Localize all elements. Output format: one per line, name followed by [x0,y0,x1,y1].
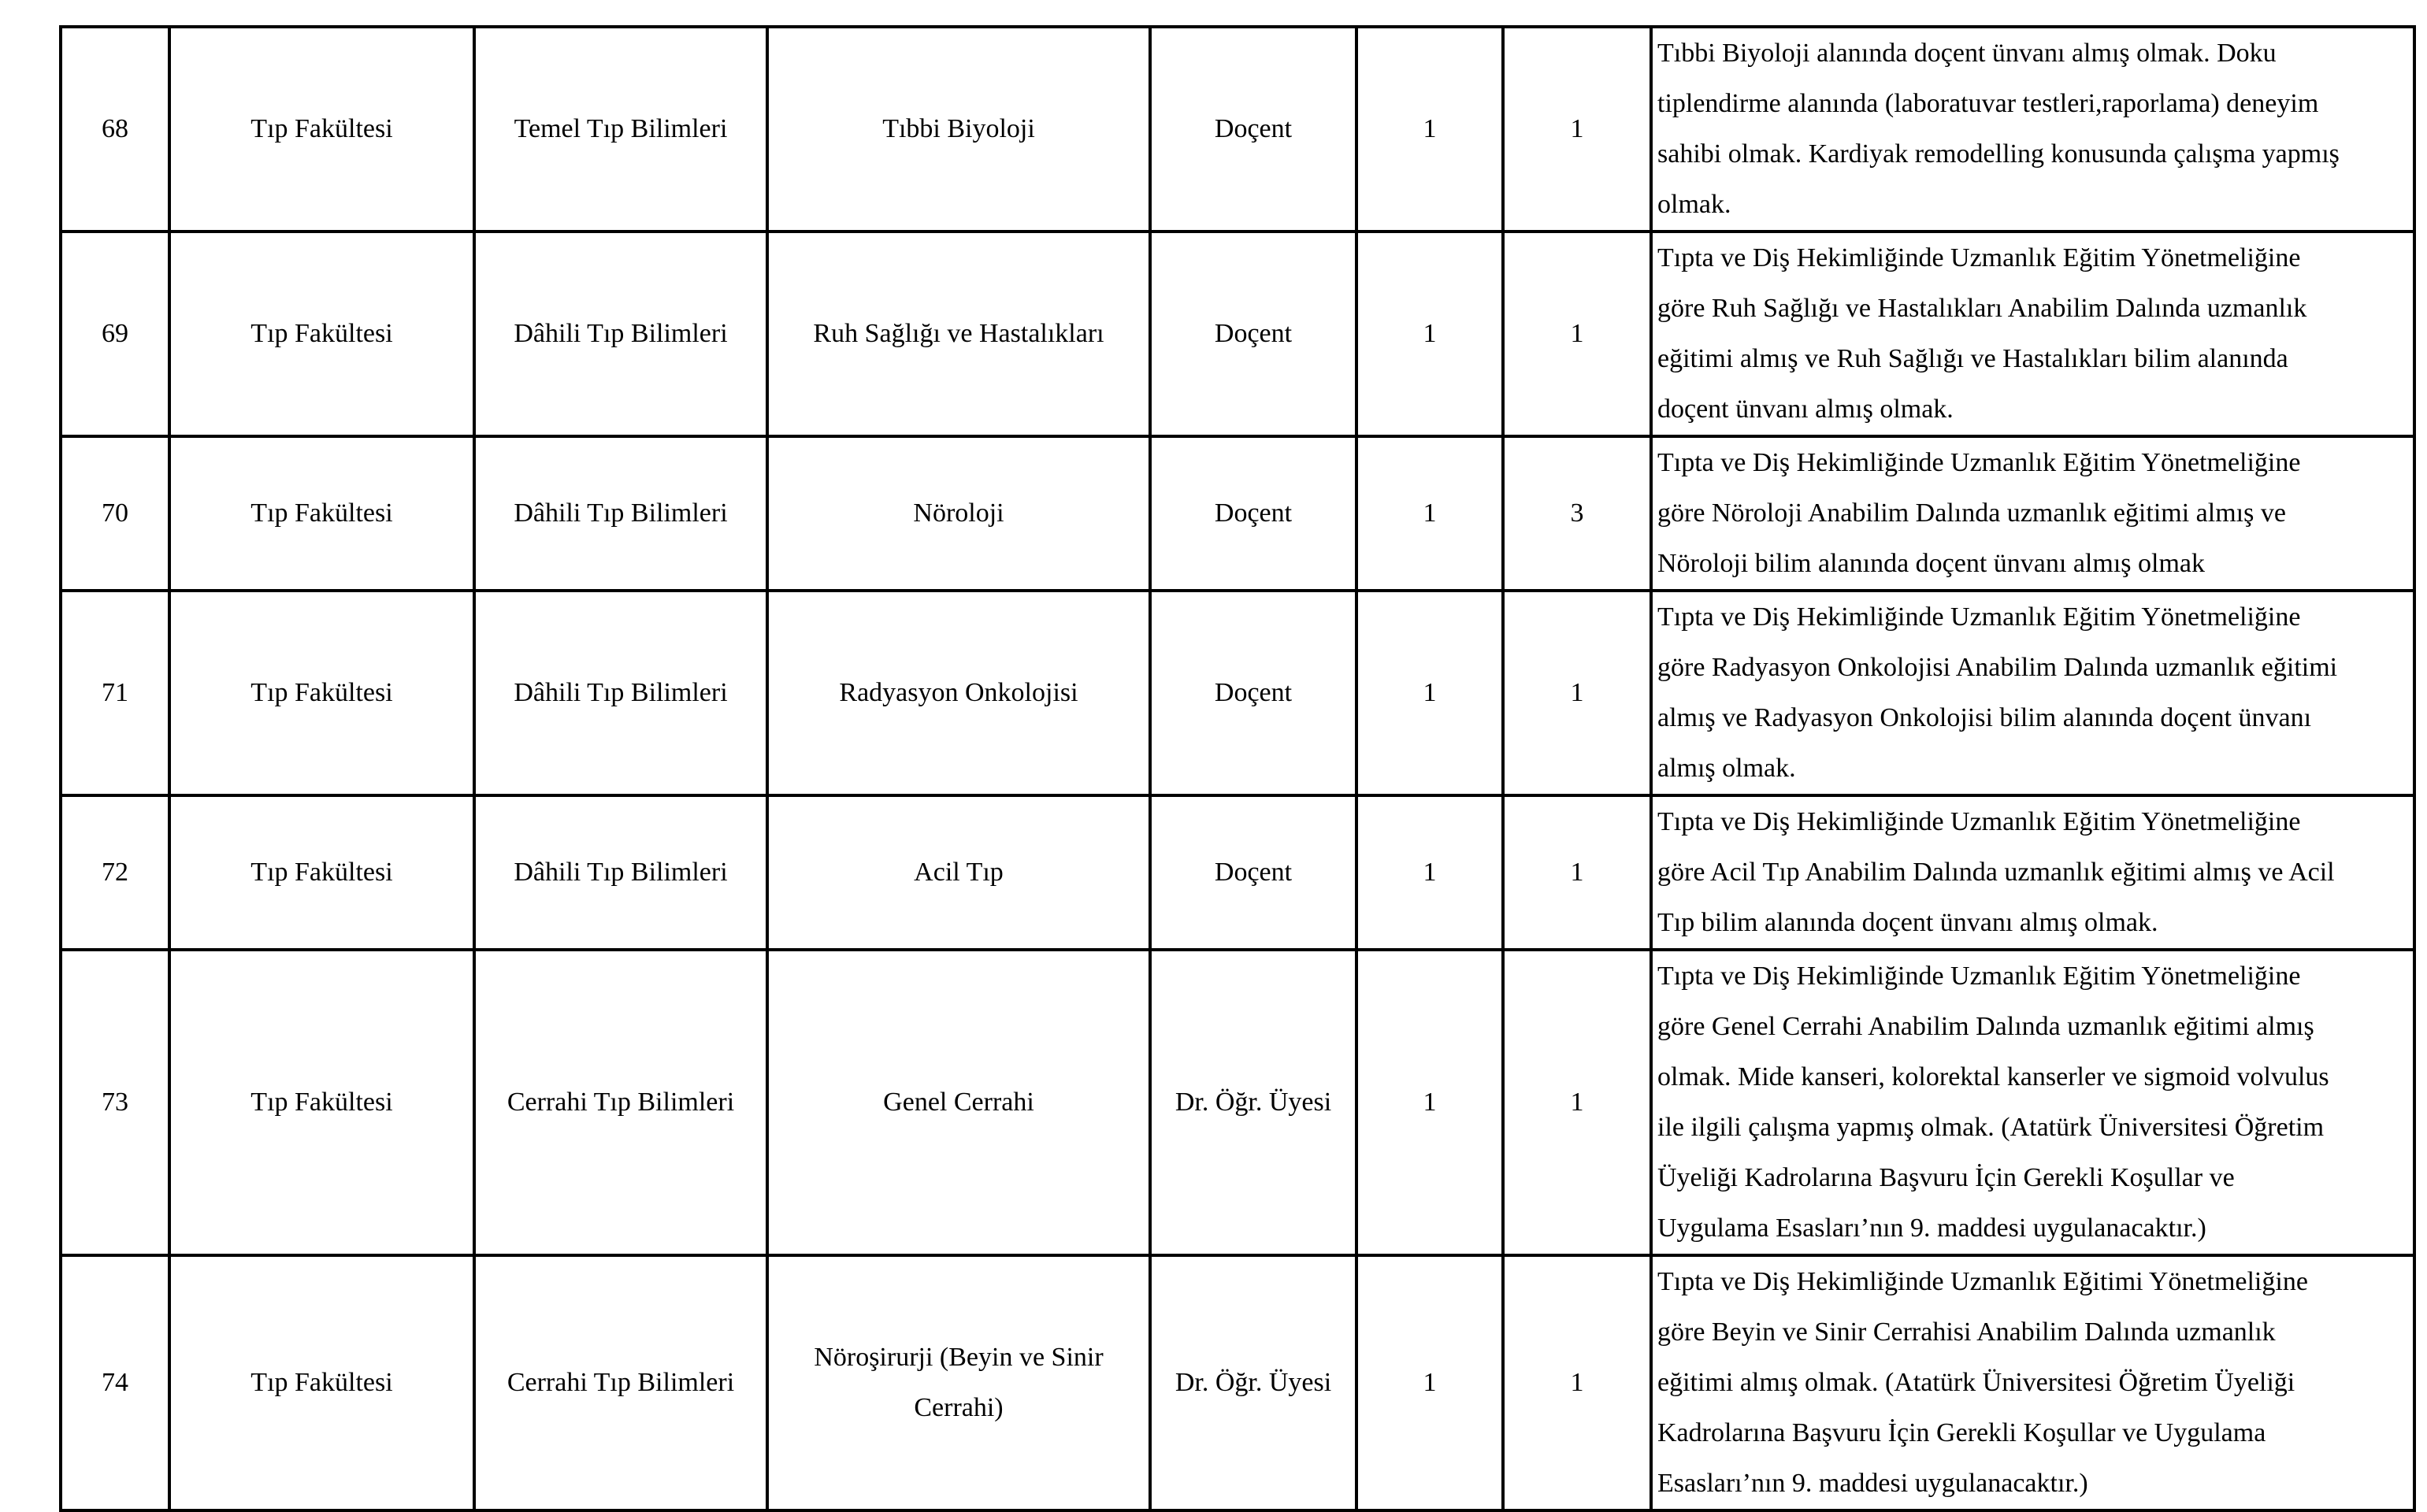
text-line: tiplendirme alanında (laboratuvar testleri,raporlama) deneyim [1657,89,2319,118]
text-line: sahibi olmak. Kardiyak remodelling konusunda çalışma yapmış [1657,139,2340,169]
text-line: olmak. [1657,190,1731,219]
row-number: 74 [61,1255,169,1510]
text-line: Tıpta ve Diş Hekimliğinde Uzmanlık Eğitim Yönetmeliğine [1657,243,2301,272]
text-line: Tıpta ve Diş Hekimliğinde Uzmanlık Eğitim Yönetmeliğine [1657,962,2301,991]
text-line: göre Radyasyon Onkolojisi Anabilim Dalında uzmanlık eğitimi [1657,653,2338,682]
row-number: 68 [61,27,169,232]
table-row [61,950,2414,1255]
count-cell: 1 [1503,950,1651,1255]
title-cell: Doçent [1150,795,1356,950]
faculty-cell: Tıp Fakültesi [169,27,474,232]
title-cell: Doçent [1150,27,1356,232]
requirements-cell [1651,436,2414,591]
faculty-cell: Tıp Fakültesi [169,795,474,950]
text-line: Genel Cerrahi [883,1088,1034,1117]
program-cell [767,436,1150,591]
text-line: Nöroloji bilim alanında doçent ünvanı almış olmak [1657,549,2205,578]
count-cell: 1 [1356,1255,1503,1510]
count-cell: 1 [1503,795,1651,950]
count-cell: 1 [1503,232,1651,436]
row-number: 73 [61,950,169,1255]
department-cell: Temel Tıp Bilimleri [474,27,767,232]
faculty-cell: Tıp Fakültesi [169,950,474,1255]
positions-table [59,25,2416,1512]
row-number: 69 [61,232,169,436]
text-line: Nöroloji [913,498,1004,528]
count-cell: 1 [1356,232,1503,436]
department-cell: Cerrahi Tıp Bilimleri [474,1255,767,1510]
text-line: Tıpta ve Diş Hekimliğinde Uzmanlık Eğitim Yönetmeliğine [1657,602,2301,632]
requirements-cell [1651,591,2414,795]
row-number: 70 [61,436,169,591]
count-cell: 1 [1356,795,1503,950]
count-cell: 1 [1503,27,1651,232]
table-row [61,232,2414,436]
count-cell: 1 [1503,1255,1651,1510]
text-line: Üyeliği Kadrolarına Başvuru İçin Gerekli Koşullar ve [1657,1163,2235,1192]
department-cell: Dâhili Tıp Bilimleri [474,795,767,950]
text-line: göre Acil Tıp Anabilim Dalında uzmanlık eğitimi almış ve Acil [1657,858,2335,887]
faculty-cell: Tıp Fakültesi [169,232,474,436]
text-line: Tıbbi Biyoloji [882,114,1035,143]
table-row [61,1255,2414,1510]
faculty-cell: Tıp Fakültesi [169,591,474,795]
text-line: göre Genel Cerrahi Anabilim Dalında uzmanlık eğitimi almış [1657,1012,2314,1041]
table-row [61,591,2414,795]
text-line: eğitimi almış ve Ruh Sağlığı ve Hastalıkları bilim alanında [1657,344,2288,373]
count-cell: 1 [1356,950,1503,1255]
text-line: ile ilgili çalışma yapmış olmak. (Atatürk Üniversitesi Öğretim [1657,1113,2325,1142]
requirements-cell [1651,27,2414,232]
faculty-cell: Tıp Fakültesi [169,436,474,591]
text-line: göre Beyin ve Sinir Cerrahisi Anabilim Dalında uzmanlık [1657,1317,2276,1347]
department-cell: Dâhili Tıp Bilimleri [474,436,767,591]
table-row [61,436,2414,591]
title-cell: Dr. Öğr. Üyesi [1150,1255,1356,1510]
text-line: Tıpta ve Diş Hekimliğinde Uzmanlık Eğitimi Yönetmeliğine [1657,1267,2308,1296]
text-line: Tıpta ve Diş Hekimliğinde Uzmanlık Eğitim Yönetmeliğine [1657,807,2301,836]
program-cell [767,795,1150,950]
title-cell: Doçent [1150,232,1356,436]
title-cell: Doçent [1150,591,1356,795]
table-row [61,795,2414,950]
count-cell: 1 [1356,591,1503,795]
text-line: olmak. Mide kanseri, kolorektal kanserler ve sigmoid volvulus [1657,1062,2329,1091]
department-cell: Dâhili Tıp Bilimleri [474,591,767,795]
text-line: Cerrahi) [914,1393,1004,1422]
text-line: Tıpta ve Diş Hekimliğinde Uzmanlık Eğitim Yönetmeliğine [1657,448,2301,477]
requirements-cell [1651,1255,2414,1510]
row-number: 71 [61,591,169,795]
text-line: göre Nöroloji Anabilim Dalında uzmanlık eğitimi almış ve [1657,498,2286,528]
row-number: 72 [61,795,169,950]
text-line: Acil Tıp [914,858,1004,887]
requirements-cell [1651,950,2414,1255]
text-line: Radyasyon Onkolojisi [839,678,1078,707]
count-cell: 1 [1503,591,1651,795]
faculty-cell: Tıp Fakültesi [169,1255,474,1510]
text-line: almış olmak. [1657,754,1796,783]
text-line: Uygulama Esasları’nın 9. maddesi uygulanacaktır.) [1657,1214,2206,1243]
count-cell: 1 [1356,436,1503,591]
department-cell: Cerrahi Tıp Bilimleri [474,950,767,1255]
text-line: almış ve Radyasyon Onkolojisi bilim alanında doçent ünvanı [1657,703,2312,732]
text-line: eğitimi almış olmak. (Atatürk Üniversitesi Öğretim Üyeliği [1657,1368,2295,1397]
department-cell: Dâhili Tıp Bilimleri [474,232,767,436]
text-line: göre Ruh Sağlığı ve Hastalıkları Anabilim Dalında uzmanlık [1657,294,2307,323]
text-line: Kadrolarına Başvuru İçin Gerekli Koşullar ve Uygulama [1657,1418,2266,1447]
text-line: doçent ünvanı almış olmak. [1657,395,1954,424]
title-cell: Dr. Öğr. Üyesi [1150,950,1356,1255]
program-cell [767,591,1150,795]
count-cell: 1 [1356,27,1503,232]
text-line: Ruh Sağlığı ve Hastalıkları [813,319,1104,348]
text-line: Esasları’nın 9. maddesi uygulanacaktır.) [1657,1469,2088,1498]
program-cell [767,1255,1150,1510]
program-cell [767,27,1150,232]
title-cell: Doçent [1150,436,1356,591]
count-cell: 3 [1503,436,1651,591]
table-row [61,27,2414,232]
program-cell [767,232,1150,436]
text-line: Tıp bilim alanında doçent ünvanı almış olmak. [1657,908,2158,937]
text-line: Tıbbi Biyoloji alanında doçent ünvanı almış olmak. Doku [1657,39,2277,68]
program-cell [767,950,1150,1255]
requirements-cell [1651,232,2414,436]
requirements-cell [1651,795,2414,950]
text-line: Nöroşirurji (Beyin ve Sinir [814,1343,1104,1372]
